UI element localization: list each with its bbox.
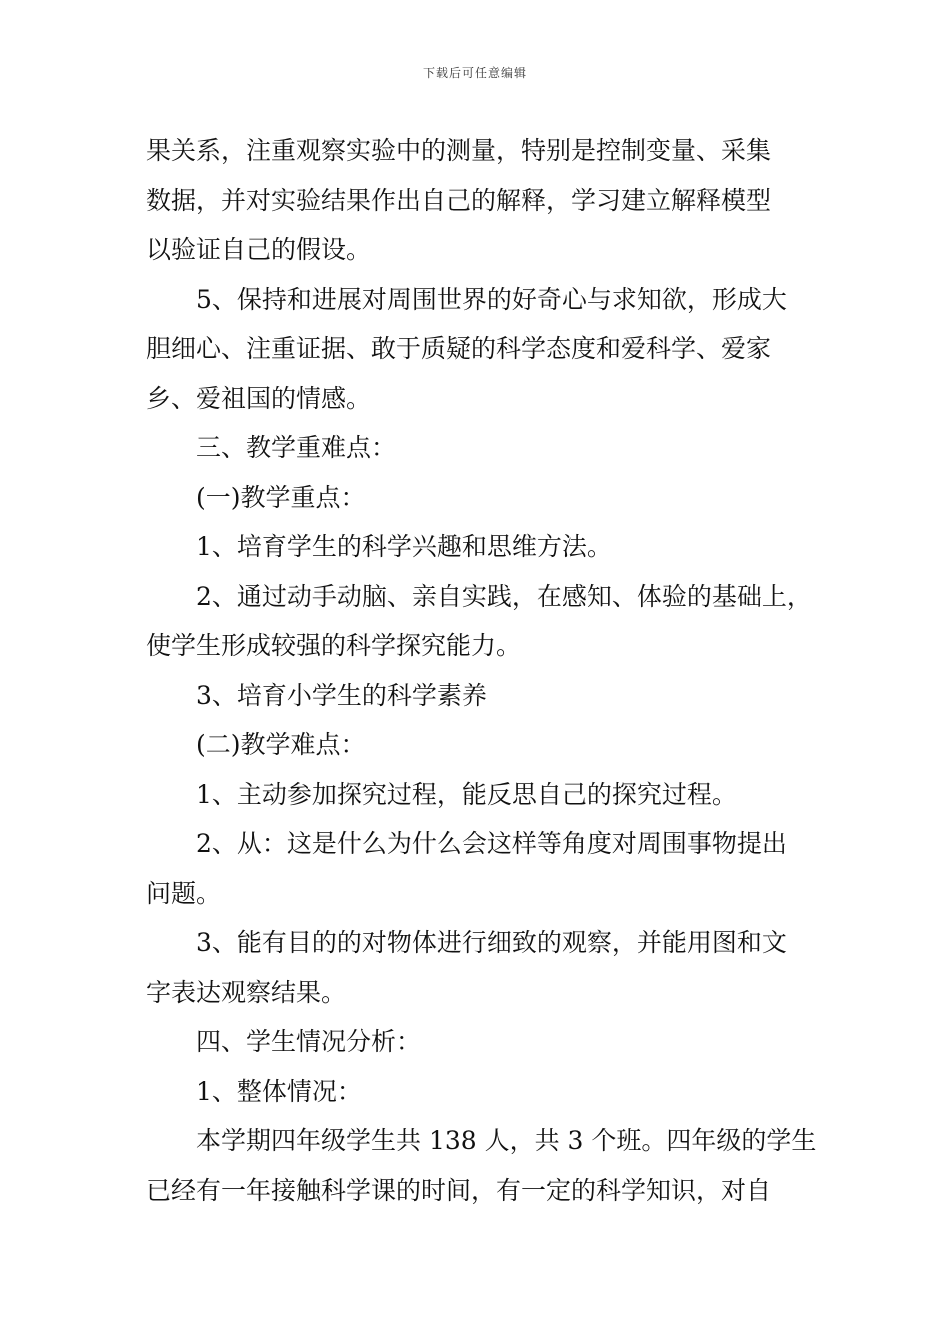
text-line: 胆细心、注重证据、敢于质疑的科学态度和爱科学、爱家 [146, 334, 772, 363]
text-line: 三、教学重难点： [196, 433, 397, 462]
text-line: 1、培育学生的科学兴趣和思维方法。 [196, 532, 612, 561]
list-item [146, 1067, 816, 1117]
text-line: 2、通过动手动脑、亲自实践，在感知、体验的基础上， [196, 581, 812, 611]
paragraph [146, 1116, 816, 1215]
text-line: 字表达观察结果。 [146, 977, 347, 1007]
text-line: 本学期四年级学生共 138 人，共 3 个班。四年级的学生 [196, 1126, 817, 1155]
subsection-heading [146, 473, 816, 523]
list-item [146, 671, 816, 721]
subsection-heading [146, 720, 816, 770]
text-line: 乡、爱祖国的情感。 [146, 383, 372, 413]
text-line: (二)教学难点： [196, 730, 366, 759]
list-item [146, 819, 816, 918]
page-header: 下载后可任意编辑 [422, 66, 527, 80]
text-line: 1、整体情况： [196, 1076, 362, 1106]
list-item [146, 522, 816, 572]
text-line: 2、从：这是什么为什么会这样等角度对周围事物提出 [196, 829, 787, 858]
paragraph [146, 275, 816, 424]
text-line: 以验证自己的假设。 [146, 235, 372, 264]
text-line: 5、保持和进展对周围世界的好奇心与求知欲，形成大 [196, 284, 787, 314]
list-item [146, 918, 816, 1017]
text-line: 使学生形成较强的科学探究能力。 [146, 631, 522, 660]
text-line: 3、能有目的的对物体进行细致的观察，并能用图和文 [196, 928, 787, 957]
text-line: 3、培育小学生的科学素养 [196, 680, 487, 710]
text-line: 果关系，注重观察实验中的测量，特别是控制变量、采集 [146, 136, 772, 165]
text-line: 数据，并对实验结果作出自己的解释，学习建立解释模型 [146, 185, 772, 215]
list-item [146, 572, 816, 671]
document-body [146, 126, 816, 1215]
list-item [146, 770, 816, 820]
section-heading [146, 423, 816, 473]
section-heading [146, 1017, 816, 1067]
text-line: (一)教学重点： [196, 482, 366, 512]
text-line: 1、主动参加探究过程，能反思自己的探究过程。 [196, 779, 737, 809]
text-line: 四、学生情况分析： [196, 1027, 422, 1056]
paragraph [146, 126, 816, 275]
text-line: 问题。 [146, 878, 222, 908]
text-line: 已经有一年接触科学课的时间，有一定的科学知识，对自 [146, 1175, 772, 1205]
